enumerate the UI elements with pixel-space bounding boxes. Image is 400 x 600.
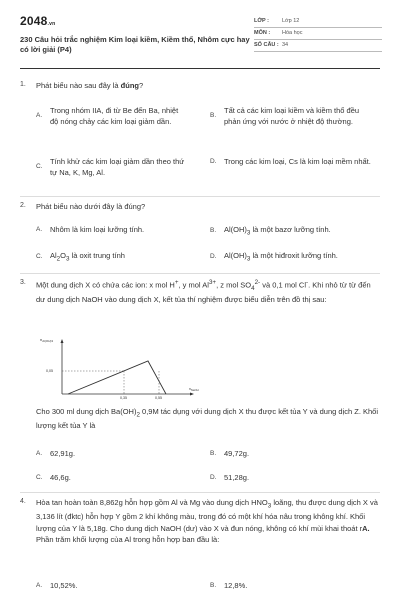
option-letter: C.: [36, 163, 43, 171]
question-text: [36, 497, 380, 546]
formula-part: O: [60, 251, 66, 260]
formula-rest: là oxit trung tính: [69, 251, 125, 260]
option-3d[interactable]: [210, 472, 249, 483]
question-1: [20, 80, 380, 92]
meta-value: Hóa học: [282, 30, 303, 37]
meta-row-subject: [254, 28, 382, 40]
option-letter: B.: [210, 112, 217, 120]
option-letter: A.: [36, 225, 43, 233]
option-letter: C.: [36, 473, 43, 481]
option-text: Nhôm là kim loại lưỡng tính.: [50, 225, 145, 234]
question-number: 2.: [20, 202, 26, 209]
formula-subscript: 4: [251, 285, 255, 292]
option-text: Tất cả các kim loại kiềm và kiềm thổ đều phản ứng với nước ở nhiệt độ thường.: [224, 106, 360, 127]
question-text-main: Phát biểu nào sau đây là: [36, 81, 119, 90]
option-1c[interactable]: [36, 156, 196, 179]
option-text: Trong các kim loại, Cs là kim loại mềm nhất.: [224, 157, 371, 166]
graph-x-mark-2: 0,55: [155, 396, 162, 400]
option-text: Tính khử các kim loại giảm dần theo thứ tự Na, K, Mg, Al.: [50, 157, 185, 178]
option-letter: D.: [210, 473, 217, 481]
q3-followup-text: Cho 300 ml dung dịch Ba(OH): [36, 407, 137, 416]
brand-suffix: .vn: [47, 21, 56, 27]
option-4a[interactable]: [36, 580, 78, 591]
formula-rest: là một hiđroxit lưỡng tính.: [250, 251, 338, 260]
q3-text: và 0,1 mol Cl: [260, 280, 306, 290]
option-letter: B.: [210, 227, 217, 235]
formula-part: Al(OH): [224, 225, 247, 234]
option-text: 49,72g.: [224, 449, 250, 458]
graph-y-arrow: [61, 339, 64, 343]
question-2: [20, 201, 380, 213]
option-text: 62,91g.: [50, 449, 76, 458]
header-divider: [20, 68, 380, 69]
option-letter: D.: [210, 157, 217, 165]
option-1d[interactable]: [210, 156, 382, 167]
ion-charge: +: [174, 279, 179, 286]
meta-row-class: [254, 16, 382, 28]
brand-name: 2048: [20, 14, 48, 28]
q3-followup-text: 0,9M tác dụng với dung dịch X thu được kết tủa Y và dung dịch Z. Khối lượng kết tủa Y là: [36, 407, 379, 431]
formula-rest: là một bazơ lưỡng tính.: [250, 225, 331, 234]
q4-text: loãng, thu được dung dịch X và 3,136 lít (đktc) hỗn hợp Y gồm 2 khí không màu, trong đó có một khí hóa nâu trong không khí. Khối lượng của Y là 5,18g. Cho dung dịch NaOH (dư) vào X và đun nóng, không có khí mùi khai thoát r: [36, 498, 378, 533]
option-1a[interactable]: [36, 105, 196, 128]
question-separator: [20, 492, 380, 493]
formula-subscript: 3: [267, 502, 272, 510]
meta-label: SỐ CÂU :: [254, 42, 279, 49]
option-3c[interactable]: [36, 472, 71, 483]
meta-table: [254, 16, 382, 52]
q3-text: , z mol SO: [216, 280, 252, 290]
question-text: [36, 80, 380, 92]
formula-subscript: 3: [246, 229, 251, 237]
option-text: 46,6g.: [50, 473, 71, 482]
option-letter: B.: [210, 449, 217, 457]
question-4: [20, 497, 380, 546]
q3-text: Một dung dịch X có chứa các ion: x mol H: [36, 280, 175, 290]
formula-subscript: 2: [136, 411, 140, 419]
option-text: [224, 250, 338, 264]
option-text: [50, 250, 125, 264]
document-title: 230 Câu hỏi trắc nghiệm Kim loại kiềm, Kiềm thổ, Nhôm cực hay có lời giải (P4): [20, 35, 250, 55]
question-separator: [20, 196, 380, 197]
option-3a[interactable]: [36, 448, 75, 459]
ion-charge: 2-: [254, 279, 261, 286]
question-emphasis: đúng: [120, 81, 139, 90]
document-header: [0, 0, 400, 68]
formula-subscript: 3: [66, 255, 70, 263]
option-2b[interactable]: [210, 224, 331, 238]
graph-x-label: $n_{NaOH}$: [189, 387, 199, 392]
q3-text: , y mol Al: [178, 280, 209, 290]
question-3-followup: [20, 406, 380, 432]
question-text: [36, 406, 380, 432]
question-number: 3.: [20, 279, 26, 286]
meta-value: Lớp 12: [282, 18, 300, 25]
question-number: 4.: [20, 498, 26, 505]
meta-label: LỚP :: [254, 18, 269, 25]
question-separator: [20, 273, 380, 274]
option-4b[interactable]: [210, 580, 247, 591]
option-text: 10,52%.: [50, 581, 78, 590]
meta-row-count: [254, 40, 382, 52]
option-text: [224, 224, 331, 238]
graph-curve: [68, 361, 166, 394]
formula-subscript: 2: [56, 255, 61, 263]
formula-part: Al: [50, 251, 57, 260]
option-text: 51,28g.: [224, 473, 250, 482]
option-letter: A.: [36, 112, 43, 120]
graph-x-mark-1: 0,35: [120, 396, 127, 400]
option-2c[interactable]: [36, 250, 125, 264]
option-letter: D.: [210, 253, 217, 261]
question-text: [36, 278, 380, 305]
option-1b[interactable]: [210, 105, 382, 128]
q4-text: Hòa tan hoàn toàn 8,862g hỗn hợp gồm Al và Mg vào dung dịch HNO: [36, 498, 268, 507]
option-letter: C.: [36, 253, 43, 261]
option-3b[interactable]: [210, 448, 249, 459]
q3-text: .: [308, 280, 311, 290]
option-text: Trong nhóm IIA, đi từ Be đến Ba, nhiệt độ nóng chảy các kim loại giảm dần.: [50, 106, 179, 127]
question-text-end: ?: [138, 81, 144, 90]
question-3: [20, 278, 380, 305]
ion-charge: -: [306, 279, 309, 286]
q4-emphasis: A.: [362, 523, 370, 533]
graph-y-label: $n_{Al(OH)3}$: [40, 337, 54, 343]
option-letter: B.: [210, 581, 217, 589]
option-text: 12,8%.: [224, 581, 248, 590]
graph-x-arrow: [190, 393, 194, 396]
q3-text: Khi nhỏ từ từ đến dư dung dịch NaOH vào dung dịch X, kết tủa thí nghiệm được biểu diễn trên đồ thị sau:: [36, 280, 371, 304]
question-number: 1.: [20, 81, 26, 88]
precipitate-graph: [36, 334, 236, 404]
question-text: Phát biểu nào dưới đây là đúng?: [36, 202, 146, 211]
meta-value: 34: [282, 42, 289, 49]
option-2a[interactable]: [36, 224, 144, 235]
formula-part: Al(OH): [224, 251, 247, 260]
option-letter: A.: [36, 581, 43, 589]
formula-subscript: 3: [246, 255, 251, 263]
graph-y-mark: 0,05: [46, 369, 53, 373]
q4-text: Phần trăm khối lượng của Al trong hỗn hợp ban đầu là:: [36, 535, 220, 545]
meta-label: MÔN :: [254, 30, 271, 37]
option-letter: A.: [36, 449, 43, 457]
ion-charge: 3+: [208, 279, 217, 286]
option-2d[interactable]: [210, 250, 338, 264]
